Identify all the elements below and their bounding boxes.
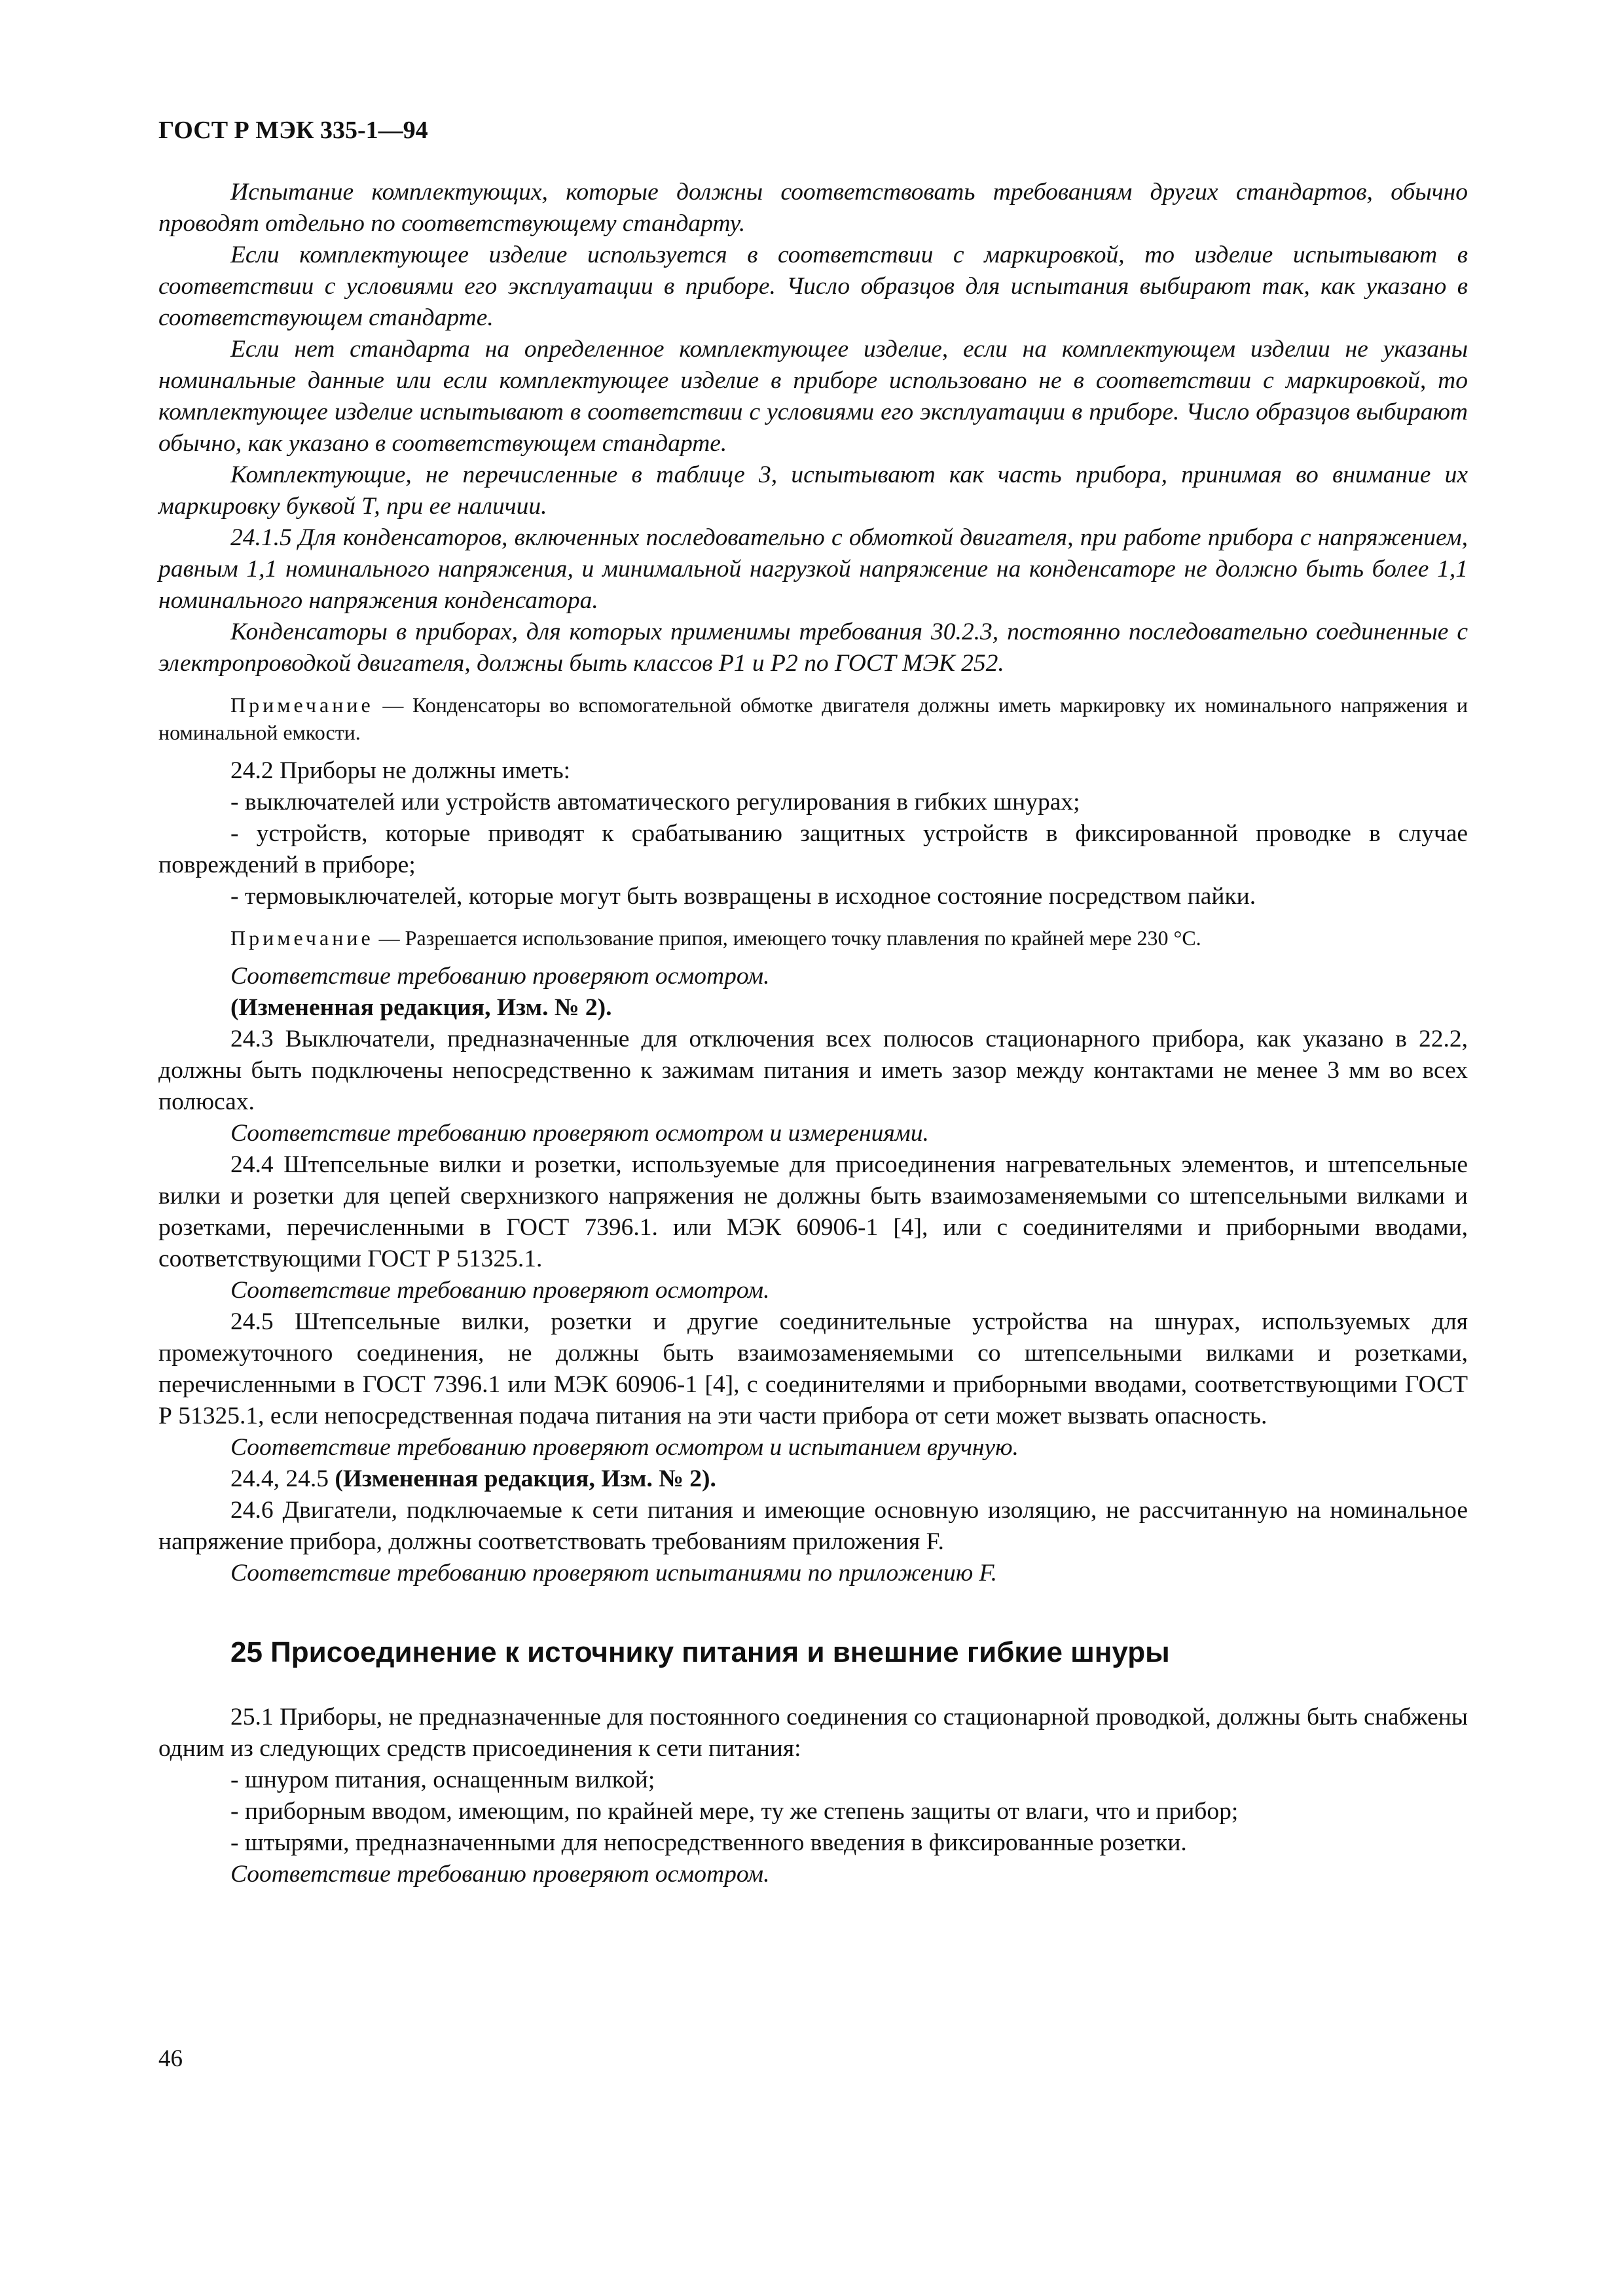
list-item: - устройств, которые приводят к срабатыванию защитных устройств в фиксированной проводке в случае повреждений в приборе; — [158, 820, 1468, 878]
compliance-check: Соответствие требованию проверяют испытаниями по приложению F. — [230, 1560, 997, 1587]
compliance-check: Соответствие требованию проверяют осмотром и измерениями. — [230, 1120, 929, 1147]
paragraph: Если нет стандарта на определенное комплектующее изделие, если на комплектующем изделии не указаны номинальные данные или если комплектующее изделие в приборе использовано не в соответствии с маркировкой, то комплектующее изделие испытывают в соответствии с условиями его эксплуатации в приборе. Число образцов выбирают обычно, как указано в соответствующем стандарте. — [158, 336, 1468, 457]
paragraph: Испытание комплектующих, которые должны соответствовать требованиям других стандартов, обычно проводят отдельно по соответствующему стандарту. — [158, 179, 1468, 237]
clause-24-6: 24.6 Двигатели, подключаемые к сети питания и имеющие основную изоляцию, не рассчитанную на номинальное напряжение прибора, должны соответствовать требованиям приложения F. — [158, 1497, 1468, 1555]
amendment-note — [158, 1463, 1468, 1495]
amendment-text: (Измененная редакция, Изм. № 2). — [230, 994, 612, 1021]
compliance-check: Соответствие требованию проверяют осмотром и испытанием вручную. — [230, 1434, 1019, 1461]
section-heading: 25 Присоединение к источнику питания и внешние гибкие шнуры — [230, 1636, 1170, 1668]
page-number: 46 — [158, 2045, 183, 2072]
clause-24-1-5: 24.1.5 Для конденсаторов, включенных последовательно с обмоткой двигателя, при работе прибора с напряжением, равным 1,1 номинального напряжения, и минимальной нагрузкой напряжение на конденсаторе не должно быть более 1,1 номинального напряжения конденсатора. — [158, 524, 1468, 614]
note-label: Примечание — [230, 693, 374, 717]
list-item: - приборным вводом, имеющим, по крайней мере, ту же степень защиты от влаги, что и прибор; — [230, 1798, 1239, 1825]
compliance-check: Соответствие требованию проверяют осмотром. — [230, 1861, 770, 1888]
list-item: - штырями, предназначенными для непосредственного введения в фиксированные розетки. — [230, 1829, 1187, 1856]
list-item: - термовыключателей, которые могут быть возвращены в исходное состояние посредством пайки. — [230, 883, 1256, 910]
clause-24-4: 24.4 Штепсельные вилки и розетки, используемые для присоединения нагревательных элементов, и штепсельные вилки и розетки для цепей сверхнизкого напряжения не должны быть взаимозаменяемыми со штепсельными вилками и розетками, перечисленными в ГОСТ 7396.1. или МЭК 60906-1 [4], или с соединителями и приборными вводами, соответствующими ГОСТ Р 51325.1. — [158, 1151, 1468, 1272]
document-header: ГОСТ Р МЭК 335-1—94 — [158, 117, 428, 144]
list-item: - шнуром питания, оснащенным вилкой; — [230, 1767, 655, 1793]
note — [158, 691, 1468, 746]
clause-25-1: 25.1 Приборы, не предназначенные для постоянного соединения со стационарной проводкой, должны быть снабжены одним из следующих средств присоединения к сети питания: — [158, 1704, 1468, 1762]
list-item: - выключателей или устройств автоматического регулирования в гибких шнурах; — [230, 789, 1080, 816]
note-label: Примечание — [230, 926, 374, 950]
note-text: — Разрешается использование припоя, имеющего точку плавления по крайней мере 230 °С. — [373, 926, 1201, 950]
compliance-check: Соответствие требованию проверяют осмотром. — [230, 1277, 770, 1304]
paragraph: Если комплектующее изделие используется в соответствии с маркировкой, то изделие испытывают в соответствии с условиями его эксплуатации в приборе. Число образцов для испытания выбирают так, как указано в соответствующем стандарте. — [158, 242, 1468, 331]
paragraph: Конденсаторы в приборах, для которых применимы требования 30.2.3, постоянно последовательно соединенные с электропроводкой двигателя, должны быть классов Р1 и Р2 по ГОСТ МЭК 252. — [158, 619, 1468, 677]
note-text: — Конденсаторы во вспомогательной обмотке двигателя должны иметь маркировку их номинального напряжения и номинальной емкости. — [158, 693, 1468, 744]
amendment-text: (Измененная редакция, Изм. № 2). — [335, 1465, 716, 1492]
compliance-check: Соответствие требованию проверяют осмотром. — [230, 963, 770, 990]
amendment-note — [158, 992, 1468, 1024]
clause-24-3: 24.3 Выключатели, предназначенные для отключения всех полюсов стационарного прибора, как указано в 22.2, должны быть подключены непосредственно к зажимам питания и иметь зазор между контактами не менее 3 мм во всех полюсах. — [158, 1026, 1468, 1115]
page-content — [158, 111, 1468, 1890]
clause-24-2: 24.2 Приборы не должны иметь: — [230, 757, 571, 784]
note — [158, 924, 1468, 952]
clause-24-5: 24.5 Штепсельные вилки, розетки и другие соединительные устройства на шнурах, используемых для промежуточного соединения, не должны быть взаимозаменяемыми со штепсельными вилками и розетками, перечисленными в ГОСТ 7396.1 или МЭК 60906-1 [4], с соединителями и приборными вводами, соответствующими ГОСТ Р 51325.1, если непосредственная подача питания на эти части прибора от сети может вызвать опасность. — [158, 1308, 1468, 1429]
amendment-prefix: 24.4, 24.5 — [230, 1465, 335, 1492]
paragraph: Комплектующие, не перечисленные в таблице 3, испытывают как часть прибора, принимая во внимание их маркировку буквой Т, при ее наличии. — [158, 461, 1468, 520]
